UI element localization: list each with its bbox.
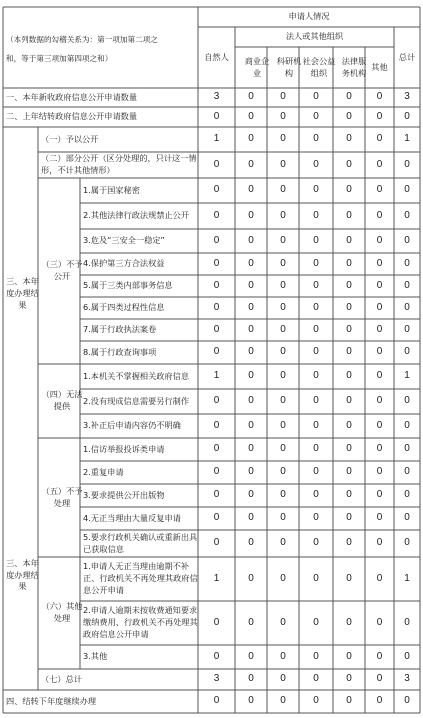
value-cell: 0 [213, 489, 220, 501]
value-cell: 0 [280, 695, 286, 707]
value-cell: 0 [313, 673, 319, 685]
value-cell: 0 [404, 110, 410, 122]
value-cell: 1 [213, 370, 220, 382]
row-label-20: 5.要求行政机关确认或重新出具已获取信息 [83, 531, 198, 554]
value-cell: 0 [280, 370, 286, 382]
value-cell: 0 [248, 443, 254, 455]
row-label-5: 1.属于国家秘密 [83, 184, 140, 195]
value-cell: 0 [313, 323, 319, 335]
value-cell: 0 [248, 572, 254, 584]
value-cell: 0 [404, 323, 410, 335]
value-cell: 0 [404, 419, 410, 431]
value-cell: 0 [280, 257, 286, 269]
value-cell: 0 [404, 257, 410, 269]
value-cell: 0 [248, 489, 254, 501]
value-cell: 0 [280, 512, 286, 524]
value-cell: 0 [213, 110, 220, 122]
value-cell: 0 [346, 419, 352, 431]
value-cell: 0 [404, 537, 410, 549]
row-label-1: 一、本年新收政府信息公开申请数量 [6, 91, 138, 102]
value-cell: 0 [346, 616, 352, 628]
value-cell: 0 [404, 279, 410, 291]
value-cell: 0 [404, 234, 410, 246]
value-cell: 0 [346, 650, 352, 662]
header-legal-group: 法人或其他组织 [285, 31, 344, 42]
header-commercial: 商业企业 [244, 55, 270, 78]
row-label-11: 7.属于行政执法案卷 [83, 324, 157, 335]
row-label-13: 1.本机关不掌握相关政府信息 [83, 370, 190, 381]
value-cell: 0 [376, 370, 383, 382]
value-cell: 0 [376, 466, 383, 478]
value-cell: 0 [376, 695, 383, 707]
value-cell: 0 [213, 301, 220, 313]
row-label-22: 2.申请人逾期未按收费通知要求缴纳费用、行政机关不再处理其政府信息公开申请 [83, 605, 198, 639]
row-label-7: 3.危及“三安全一稳定” [83, 235, 165, 246]
value-cell: 0 [376, 234, 383, 246]
value-cell: 0 [346, 110, 352, 122]
value-cell: 0 [213, 616, 220, 628]
value-cell: 0 [376, 323, 383, 335]
header-other: 其他 [371, 61, 388, 72]
value-cell: 0 [280, 158, 286, 170]
row-label-15: 3.补正后申请内容仍不明确 [83, 420, 181, 431]
value-cell: 0 [346, 395, 352, 407]
value-cell: 0 [280, 616, 286, 628]
group-not-processed: （五）不予处理 [41, 485, 83, 508]
value-cell: 3 [213, 673, 220, 685]
value-cell: 0 [404, 695, 410, 707]
value-cell: 0 [376, 91, 383, 103]
value-cell: 0 [346, 512, 352, 524]
value-cell: 0 [280, 110, 286, 122]
value-cell: 0 [213, 537, 220, 549]
value-cell: 3 [213, 91, 220, 103]
value-cell: 1 [213, 572, 220, 584]
group-withhold: （三）不予公开 [41, 259, 83, 281]
value-cell: 0 [313, 650, 319, 662]
value-cell: 3 [404, 673, 410, 685]
row-label-18: 3.要求提供公开出版物 [83, 489, 165, 500]
value-cell: 0 [404, 209, 410, 221]
value-cell: 0 [248, 419, 254, 431]
value-cell: 0 [313, 466, 319, 478]
value-cell: 0 [313, 158, 319, 170]
row-label-14: 2.没有现成信息需要另行制作 [83, 395, 190, 406]
value-cell: 0 [376, 346, 383, 358]
row-label-25: 四、结转下年度继续办理 [6, 695, 97, 706]
group-result-upper: 三、本年度办理结果 [6, 276, 39, 310]
value-cell: 0 [280, 301, 286, 313]
value-cell: 0 [404, 346, 410, 358]
value-cell: 0 [313, 419, 319, 431]
row-label-3: （一）予以公开 [41, 133, 99, 144]
value-cell: 0 [280, 395, 286, 407]
value-cell: 0 [346, 537, 352, 549]
value-cell: 0 [280, 650, 286, 662]
value-cell: 0 [346, 133, 352, 145]
value-cell: 0 [404, 158, 410, 170]
value-cell: 0 [404, 443, 410, 455]
value-cell: 0 [404, 650, 410, 662]
value-cell: 0 [346, 443, 352, 455]
value-cell: 1 [404, 572, 410, 584]
value-cell: 0 [248, 209, 254, 221]
value-cell: 0 [213, 346, 220, 358]
value-cell: 0 [280, 91, 286, 103]
value-cell: 0 [346, 323, 352, 335]
value-cell: 0 [376, 395, 383, 407]
row-label-19: 4.无正当理由大量反复申请 [83, 512, 181, 523]
value-cell: 0 [248, 133, 254, 145]
value-cell: 0 [313, 346, 319, 358]
value-cell: 0 [313, 234, 319, 246]
value-cell: 0 [376, 616, 383, 628]
value-cell: 0 [313, 489, 319, 501]
value-cell: 0 [248, 370, 254, 382]
value-cell: 0 [313, 184, 319, 196]
value-cell: 0 [313, 443, 319, 455]
value-cell: 0 [313, 537, 319, 549]
value-cell: 0 [376, 110, 383, 122]
header-applicant-info: 申请人情况 [288, 11, 330, 22]
value-cell: 0 [376, 158, 383, 170]
value-cell: 0 [404, 184, 410, 196]
value-cell: 0 [404, 301, 410, 313]
value-cell: 0 [313, 257, 319, 269]
value-cell: 0 [248, 301, 254, 313]
value-cell: 0 [404, 489, 410, 501]
value-cell: 0 [280, 489, 286, 501]
header-total: 总计 [398, 51, 416, 62]
value-cell: 0 [313, 512, 319, 524]
row-label-10: 6.属于四类过程性信息 [83, 302, 165, 313]
value-cell: 0 [404, 512, 410, 524]
value-cell: 0 [376, 184, 383, 196]
value-cell: 0 [346, 301, 352, 313]
value-cell: 0 [213, 650, 220, 662]
value-cell: 0 [248, 110, 254, 122]
value-cell: 0 [213, 184, 220, 196]
value-cell: 0 [248, 673, 254, 685]
value-cell: 0 [346, 257, 352, 269]
header-natural-person: 自然人 [204, 51, 229, 62]
value-cell: 0 [248, 323, 254, 335]
value-cell: 0 [376, 301, 383, 313]
value-cell: 0 [248, 466, 254, 478]
value-cell: 0 [213, 158, 220, 170]
row-label-8: 4.保护第三方合法权益 [83, 258, 165, 269]
value-cell: 0 [248, 512, 254, 524]
value-cell: 0 [376, 650, 383, 662]
row-label-23: 3.其他 [83, 651, 108, 662]
value-cell: 1 [404, 133, 410, 145]
group-other-handling: （六）其他处理 [41, 601, 83, 623]
value-cell: 0 [346, 91, 352, 103]
value-cell: 0 [280, 279, 286, 291]
value-cell: 0 [280, 133, 286, 145]
value-cell: 0 [213, 234, 220, 246]
group-result-lower: 三、本年度办理结果 [6, 557, 39, 592]
value-cell: 0 [346, 695, 352, 707]
value-cell: 0 [404, 395, 410, 407]
value-cell: 0 [376, 537, 383, 549]
value-cell: 0 [213, 279, 220, 291]
value-cell: 0 [213, 257, 220, 269]
value-cell: 0 [346, 489, 352, 501]
note-line-2: 和，等于第三项加第四项之和） [6, 53, 113, 63]
value-cell: 0 [346, 572, 352, 584]
value-cell: 0 [376, 209, 383, 221]
value-cell: 0 [313, 370, 319, 382]
value-cell: 0 [346, 466, 352, 478]
value-cell: 0 [280, 572, 286, 584]
value-cell: 0 [346, 279, 352, 291]
value-cell: 0 [280, 209, 286, 221]
group-unavailable: （四）无法提供 [41, 389, 83, 411]
value-cell: 0 [213, 323, 220, 335]
value-cell: 0 [280, 234, 286, 246]
value-cell: 0 [213, 209, 220, 221]
value-cell: 0 [346, 370, 352, 382]
value-cell: 0 [280, 184, 286, 196]
row-label-21: 1.申请人无正当理由逾期不补正、行政机关不再处理其政府信息公开申请 [83, 561, 198, 595]
value-cell: 0 [376, 489, 383, 501]
value-cell: 0 [280, 466, 286, 478]
row-label-16: 1.信访举报投诉类申请 [83, 443, 165, 454]
note-line-1: （本列数据的勾稽关系为：第一项加第二项之 [6, 34, 158, 44]
row-label-4: （二）部分公开（区分处理的，只计这一情形，不计其他情形） [41, 153, 197, 175]
value-cell: 0 [248, 279, 254, 291]
value-cell: 0 [213, 512, 220, 524]
value-cell: 0 [313, 572, 319, 584]
value-cell: 3 [404, 91, 410, 103]
value-cell: 0 [213, 419, 220, 431]
value-cell: 0 [376, 443, 383, 455]
value-cell: 0 [213, 395, 220, 407]
value-cell: 0 [248, 537, 254, 549]
value-cell: 0 [213, 443, 220, 455]
header-social: 社会公益组织 [302, 55, 336, 78]
value-cell: 0 [248, 395, 254, 407]
value-cell: 0 [280, 323, 286, 335]
header-research: 科研机构 [276, 55, 302, 78]
value-cell: 0 [213, 466, 220, 478]
value-cell: 1 [213, 133, 220, 145]
value-cell: 0 [346, 158, 352, 170]
value-cell: 0 [404, 616, 410, 628]
value-cell: 0 [248, 234, 254, 246]
row-label-17: 2.重复申请 [83, 466, 124, 477]
value-cell: 0 [313, 279, 319, 291]
value-cell: 0 [376, 133, 383, 145]
value-cell: 0 [280, 443, 286, 455]
value-cell: 0 [313, 133, 319, 145]
value-cell: 0 [313, 395, 319, 407]
value-cell: 0 [313, 616, 319, 628]
value-cell: 1 [404, 370, 410, 382]
value-cell: 0 [313, 209, 319, 221]
value-cell: 0 [248, 695, 254, 707]
value-cell: 0 [248, 184, 254, 196]
value-cell: 0 [248, 616, 254, 628]
value-cell: 0 [346, 234, 352, 246]
value-cell: 0 [346, 184, 352, 196]
row-label-2: 二、上年结转政府信息公开申请数量 [6, 111, 138, 122]
value-cell: 0 [248, 158, 254, 170]
row-label-12: 8.属于行政查询事项 [83, 346, 157, 357]
value-cell: 0 [248, 650, 254, 662]
value-cell: 0 [313, 695, 319, 707]
value-cell: 0 [280, 673, 286, 685]
row-label-9: 5.属于三类内部事务信息 [83, 280, 173, 291]
value-cell: 0 [376, 257, 383, 269]
value-cell: 0 [346, 673, 352, 685]
value-cell: 0 [248, 91, 254, 103]
value-cell: 0 [313, 110, 319, 122]
value-cell: 0 [213, 695, 220, 707]
header-legal-service: 法律服务机构 [341, 55, 367, 78]
value-cell: 0 [376, 279, 383, 291]
value-cell: 0 [376, 512, 383, 524]
value-cell: 0 [376, 419, 383, 431]
value-cell: 0 [376, 572, 383, 584]
value-cell: 0 [313, 301, 319, 313]
value-cell: 0 [376, 673, 383, 685]
value-cell: 0 [346, 346, 352, 358]
value-cell: 0 [280, 537, 286, 549]
value-cell: 0 [248, 257, 254, 269]
value-cell: 0 [313, 91, 319, 103]
value-cell: 0 [248, 346, 254, 358]
value-cell: 0 [404, 466, 410, 478]
value-cell: 0 [280, 346, 286, 358]
value-cell: 0 [346, 209, 352, 221]
row-label-24: （七）总计 [41, 673, 82, 684]
row-label-6: 2.其他法律行政法规禁止公开 [83, 210, 190, 221]
value-cell: 0 [280, 419, 286, 431]
